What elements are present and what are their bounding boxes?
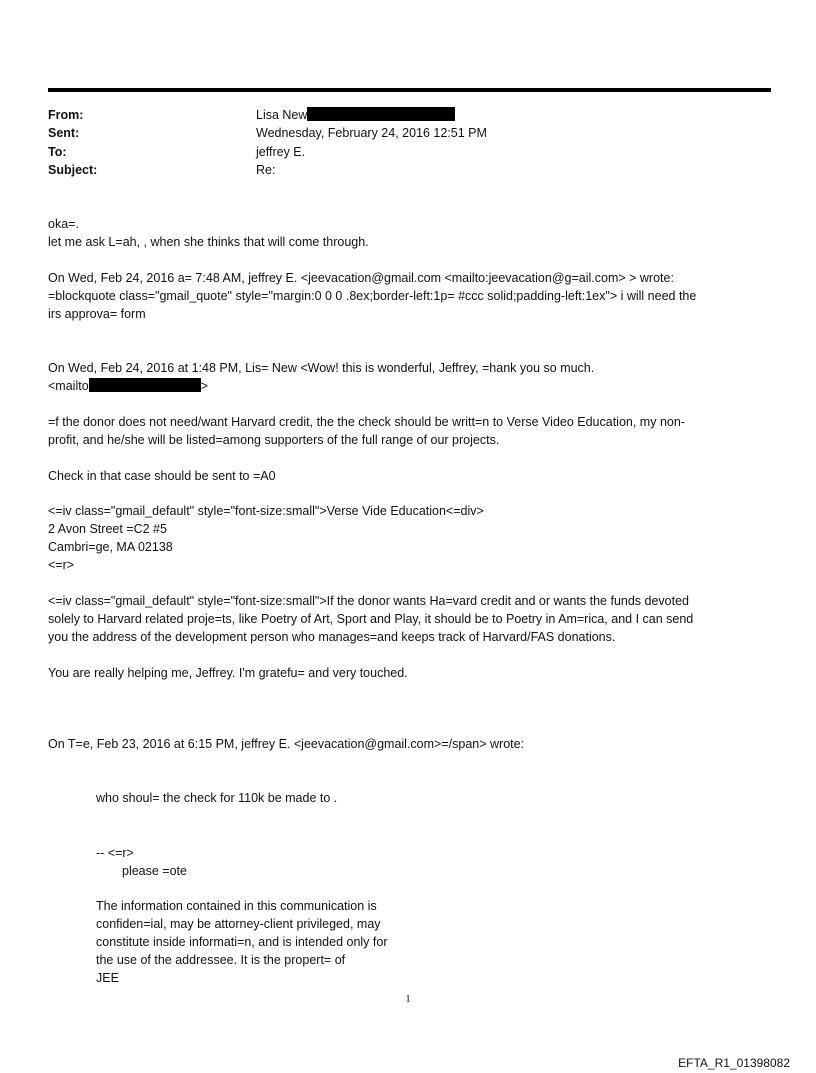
- body-line: =blockquote class="gmail_quote" style="margin:0 0 0 .8ex;border-left:1p= #ccc solid;padding-left:1ex"> i will need the: [48, 289, 697, 303]
- disclaimer-line: constitute inside informati=n, and is intended only for: [96, 935, 388, 949]
- body-line: You are really helping me, Jeffrey. I'm gratefu= and very touched.: [48, 666, 408, 680]
- body-line: On Wed, Feb 24, 2016 a= 7:48 AM, jeffrey E. <jeevacation@gmail.com <mailto:jeevacation@g=ail.com> > wrote:: [48, 271, 674, 285]
- body-line: who shoul= the check for 110k be made to .: [96, 791, 338, 805]
- document-id: EFTA_R1_01398082: [678, 1056, 790, 1070]
- mailto-text: <mailto: [48, 379, 89, 393]
- body-line: On T=e, Feb 23, 2016 at 6:15 PM, jeffrey E. <jeevacation@gmail.com>=/span> wrote:: [48, 737, 525, 751]
- body-line: Check in that case should be sent to =A0: [48, 469, 276, 483]
- header-rule: [48, 88, 771, 92]
- body-line: =f the donor does not need/want Harvard credit, the the check should be writt=n to Verse Video Education, my non-: [48, 415, 685, 429]
- body-line: oka=.: [48, 217, 79, 231]
- body-line: <=iv class="gmail_default" style="font-size:small">If the donor wants Ha=vard credit and or wants the funds devoted: [48, 594, 690, 608]
- mailto-close: >: [200, 379, 208, 393]
- body-line: let me ask L=ah, , when she thinks that will come through.: [48, 235, 369, 249]
- redaction-box: [89, 378, 201, 392]
- mailto-line: [48, 377, 208, 395]
- from-label: From:: [48, 108, 84, 122]
- disclaimer-line: JEE: [96, 971, 119, 985]
- subject-value: Re:: [256, 163, 276, 177]
- subject-label: Subject:: [48, 163, 98, 177]
- sent-value: Wednesday, February 24, 2016 12:51 PM: [256, 126, 487, 140]
- to-label: To:: [48, 145, 67, 159]
- from-name: Lisa New: [256, 108, 308, 122]
- disclaimer-line: the use of the addressee. It is the propert= of: [96, 953, 346, 967]
- body-line: please =ote: [122, 864, 187, 878]
- body-line: On Wed, Feb 24, 2016 at 1:48 PM, Lis= New <Wow! this is wonderful, Jeffrey, =hank you so much.: [48, 361, 595, 375]
- body-line: you the address of the development person who manages=and keeps track of Harvard/FAS donations.: [48, 630, 616, 644]
- body-line: profit, and he/she will be listed=among supporters of the full range of our projects.: [48, 433, 500, 447]
- body-line: 2 Avon Street =C2 #5: [48, 522, 167, 536]
- body-line: Cambri=ge, MA 02138: [48, 540, 173, 554]
- redaction-box: [307, 107, 455, 121]
- from-value: [256, 106, 455, 124]
- disclaimer-line: confiden=ial, may be attorney-client privileged, may: [96, 917, 381, 931]
- body-line: irs approva= form: [48, 307, 146, 321]
- body-line: <=iv class="gmail_default" style="font-size:small">Verse Vide Education<=div>: [48, 504, 484, 518]
- body-line: <=r>: [48, 558, 75, 572]
- body-line: solely to Harvard related proje=ts, like Poetry of Art, Sport and Play, it should be to Poetry in Am=rica, and I can send: [48, 612, 694, 626]
- disclaimer-line: The information contained in this communication is: [96, 899, 377, 913]
- signature-dashes: -- <=r>: [96, 846, 134, 860]
- page-number: 1: [405, 993, 411, 1005]
- sent-label: Sent:: [48, 126, 80, 140]
- to-value: jeffrey E.: [256, 145, 306, 159]
